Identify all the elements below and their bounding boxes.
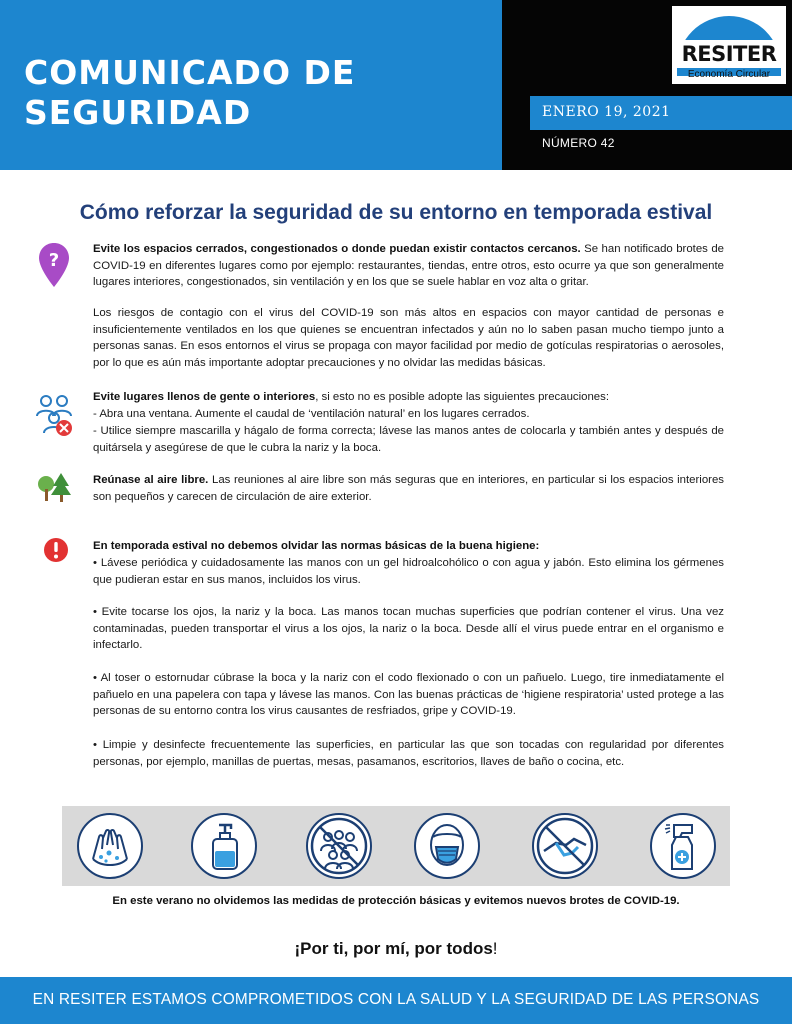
outdoors-text: Las reuniones al aire libre son más seguras que en interiores, en particular si los espacios interiores son pequeños y carecen de circulación de aire exterior.	[93, 474, 725, 503]
slogan-end: !	[492, 939, 498, 958]
no-crowds-icon	[306, 813, 372, 879]
outdoors-lead: Reúnase al aire libre.	[93, 474, 209, 486]
crowds-text: , si esto no es posible adopte las siguientes precauciones:	[315, 391, 609, 403]
page-title	[24, 53, 484, 133]
disinfectant-spray-icon	[650, 813, 716, 879]
outdoors-paragraph	[93, 472, 724, 505]
no-handshake-icon	[532, 813, 598, 879]
svg-text:?: ?	[48, 250, 60, 271]
issue-date: ENERO 19, 2021	[542, 104, 671, 120]
sanitizer-pump-icon	[191, 813, 257, 879]
closed-spaces-paragraph	[93, 241, 724, 291]
crowds-line-window: - Abra una ventana. Aumente el caudal de ‘ventilación natural’ en los lugares cerrados.	[93, 408, 530, 420]
face-mask-icon	[414, 813, 480, 879]
hygiene-bullet-clean: • Limpie y desinfecte frecuentemente las superficies, en particular las que son tocadas con regularidad por diferentes personas, por ejemplo, manillas de puertas, mesas, pasamanos, escritorios, llaves de baño o cocina, etc.	[93, 739, 724, 768]
location-question-icon	[37, 241, 71, 289]
alert-icon	[43, 537, 69, 563]
contagion-risk-paragraph: Los riesgos de contagio con el virus del COVID-19 son más altos en espacios con mayor cantidad de personas e insuficientemente ventilados en los que quienes se encuentran infectados y aún no lo saben pasan mucho tiempo junto a personas sanas. En esos entornos el virus se propaga con mayor facilidad por medio de gotículas respiratorias o aerosoles, por lo que es aún más importante adoptar precauciones y no olvidar las medidas básicas.	[93, 307, 724, 369]
closed-spaces-text: Se han notificado brotes de COVID-19 en diferentes lugares como por ejemplo: restaurantes, tiendas, entre otros, esto ocurre ya que son generalmente lugares interiores, congestionados, sin ventilación y en los que se suele hablar en voz alta o gritar.	[93, 243, 724, 289]
logo-wordmark: RESITER	[672, 40, 786, 68]
hygiene-lead	[93, 538, 724, 555]
hygiene-lead-text: En temporada estival no debemos olvidar las normas básicas de la buena higiene:	[93, 540, 540, 552]
trees-icon	[36, 471, 72, 503]
hand-washing-icon	[77, 813, 143, 879]
crowds-line-mask: - Utilice siempre mascarilla y hágalo de forma correcta; lávese las manos antes de colocarla y también antes y después de quitársela y asegúrese de que le cubra la nariz y la boca.	[93, 425, 724, 454]
hygiene-bullet-face: • Evite tocarse los ojos, la nariz y la boca. Las manos tocan muchas superficies que podrían contener el virus. Una vez contaminadas, pueden transportar el virus a los ojos, la nariz o la boca. Desde allí el virus puede entrar en el organismo e infectarlo.	[93, 606, 724, 652]
page-title-line1: COMUNICADO DE	[24, 53, 356, 92]
footer-text: EN RESITER ESTAMOS COMPROMETIDOS CON LA SALUD Y LA SEGURIDAD DE LAS PERSONAS	[32, 991, 760, 1008]
crowds-lead: Evite lugares llenos de gente o interiores	[93, 391, 316, 403]
hygiene-bullet-hands: • Lávese periódica y cuidadosamente las manos con un gel hidroalcohólico o con agua y jabón. Esto elimina los gérmenes que pudieran estar en sus manos, incluidos los virus.	[93, 557, 724, 586]
issue-number: NÚMERO 42	[542, 136, 615, 150]
logo-tagline: Economía Circular	[687, 69, 771, 80]
slogan-text: ¡Por ti, por mí, por todos	[294, 939, 493, 958]
protection-icon-strip	[62, 806, 730, 886]
article-title: Cómo reforzar la seguridad de su entorno en temporada estival	[79, 201, 713, 224]
icon-strip-caption: En este verano no olvidemos las medidas de protección básicas y evitemos nuevos brotes de COVID-19.	[112, 895, 680, 907]
page-title-line2: SEGURIDAD	[24, 93, 252, 132]
slogan	[0, 936, 792, 962]
crowds-paragraph	[93, 389, 724, 406]
no-crowd-icon	[34, 392, 76, 438]
hygiene-bullet-cough: • Al toser o estornudar cúbrase la boca y la nariz con el codo flexionado o con un pañuelo. Luego, tire inmediatamente el pañuelo en una papelera con tapa y lávese las manos. Con las buenas prácticas de ‘higiene respiratoria’ usted protege a las personas de su entorno contra los virus causantes de resfriados, gripe y COVID-19.	[93, 672, 724, 718]
closed-spaces-lead: Evite los espacios cerrados, congestionados o donde puedan existir contactos cercanos.	[93, 243, 581, 255]
resiter-logo	[672, 6, 786, 84]
